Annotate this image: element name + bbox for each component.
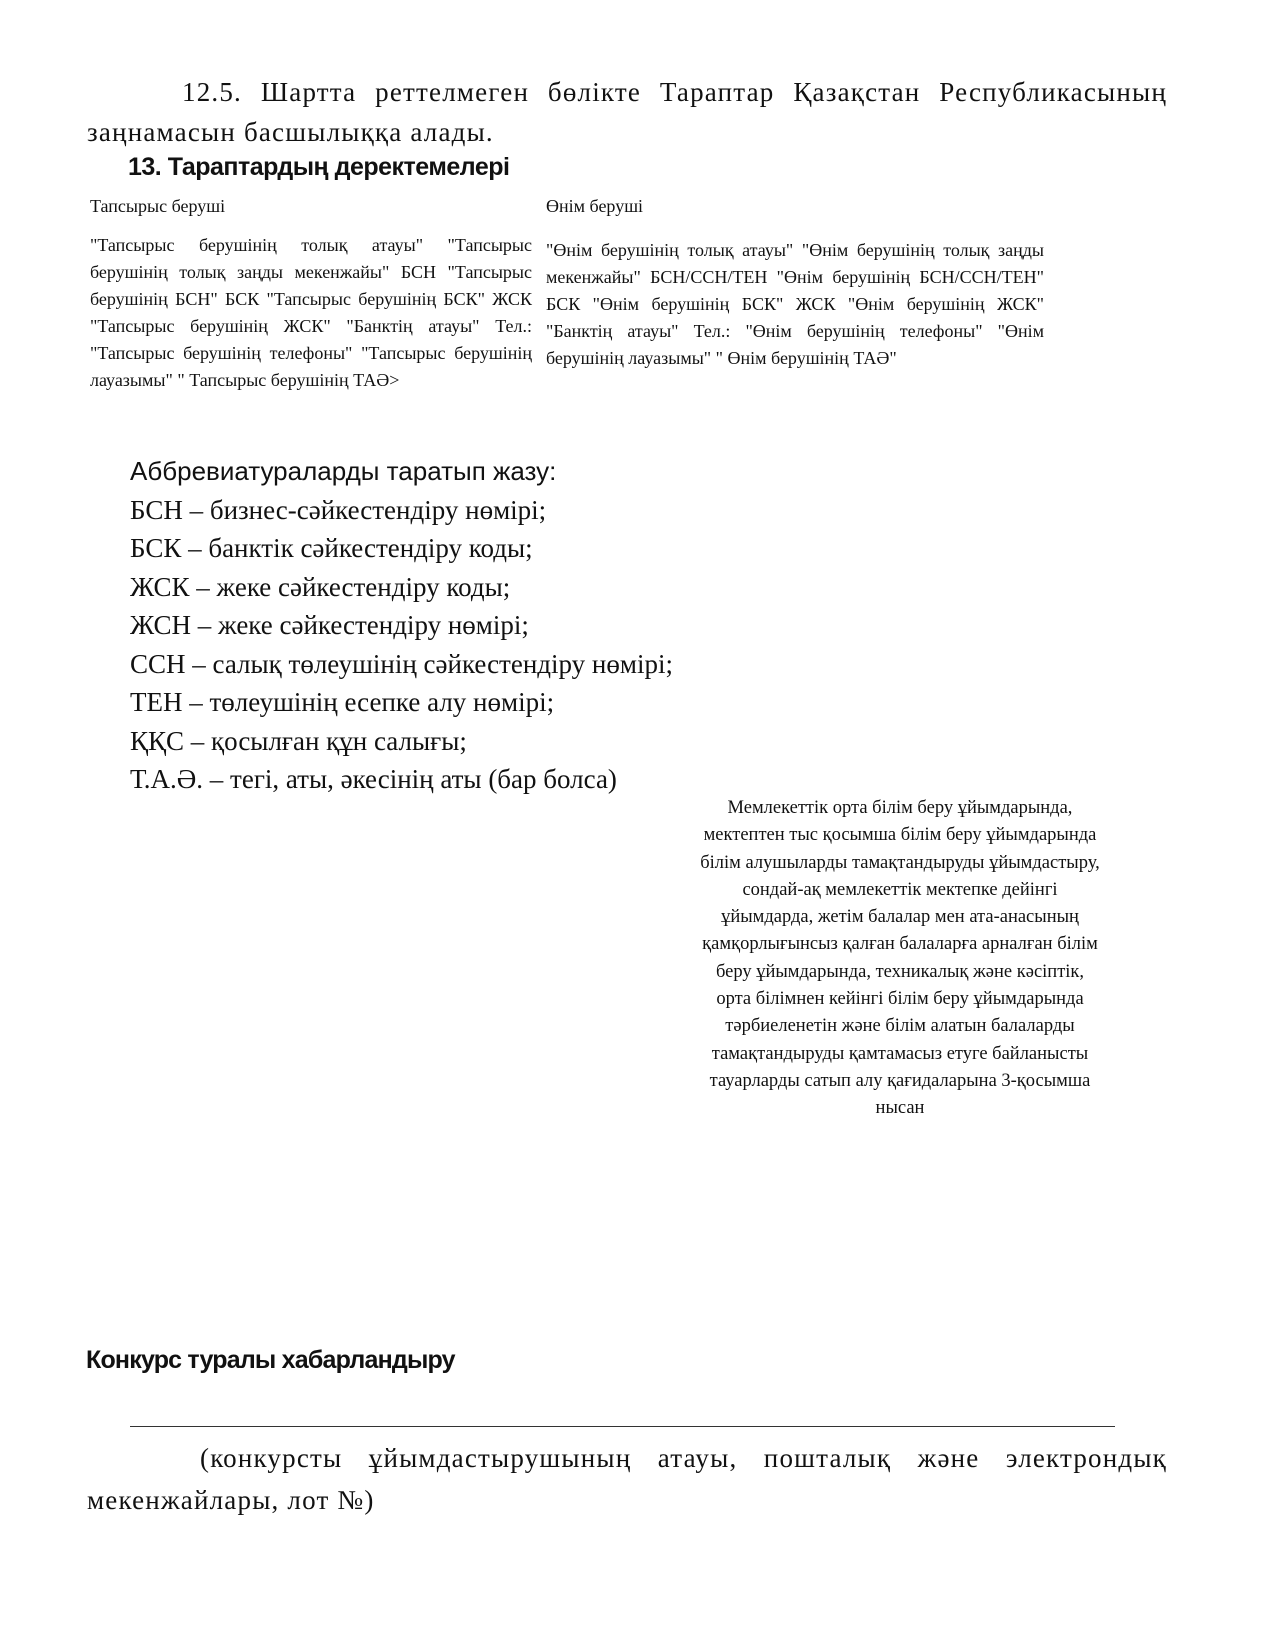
abbreviations-heading: Аббревиатураларды таратып жазу:	[130, 456, 557, 486]
clause-12-5-line1: 12.5. Шартта реттелмеген бөлікте Тараптар Қазақстан Республикасының	[182, 77, 1167, 107]
organizer-blank-line	[130, 1426, 1115, 1427]
abbreviation-item: Т.А.Ә. – тегі, аты, әкесінің аты (бар болса)	[130, 764, 617, 794]
contest-announcement-title: Конкурс туралы хабарландыру	[86, 1346, 455, 1374]
supplier-details-column	[546, 193, 1044, 372]
supplier-header: Өнім беруші	[546, 196, 644, 216]
abbreviation-item: БСН – бизнес-сәйкестендіру нөмірі;	[130, 494, 547, 525]
annex-note: Мемлекеттік орта білім беру ұйымдарында, мектептен тыс қосымша білім беру ұйымдарында білім алушыларды тамақтандыруды ұйымдастыру, сондай-ақ мемлекеттік мектепке дейінгі ұйымдарда, жетім балалар мен ата-анасының қамқорлығынсыз қалған балаларға арналған білім беру ұйымдарында, техникалық және кәсіптік, орта білімнен кейінгі білім беру ұйымдарында тәрбиеленетін және білім алатын балаларды тамақтандыруды қамтамасыз етуге байланысты тауарларды сатып алу қағидаларына 3-қосымша нысан	[700, 798, 1100, 1119]
customer-details-column	[90, 193, 532, 394]
abbreviation-item: ССН – салық төлеушінің сәйкестендіру нөмірі;	[130, 648, 673, 679]
abbreviation-item: БСК – банктік сәйкестендіру коды;	[130, 533, 533, 563]
section-13-title: 13. Тараптардың деректемелері	[128, 153, 510, 181]
clause-12-5	[87, 72, 1167, 152]
organizer-caption	[87, 1437, 1167, 1521]
customer-details: "Тапсырыс берушінің толық атауы" "Тапсырыс берушінің толық заңды мекенжайы" БСН "Тапсырыс берушінің БСН" БСК "Тапсырыс берушінің БСК" ЖСК "Тапсырыс берушінің ЖСК" "Банктің атауы" Тел.: "Тапсырыс берушінің телефоны" "Тапсырыс берушінің лауазымы" " Тапсырыс берушінің ТАӘ>	[90, 235, 532, 390]
abbreviation-item: ҚҚС – қосылған құн салығы;	[130, 725, 467, 756]
organizer-caption-line1: (конкурсты ұйымдастырушының атауы, пошталық және электрондық	[200, 1443, 1167, 1473]
abbreviation-item: ТЕН – төлеушінің есепке алу нөмірі;	[130, 687, 555, 717]
abbreviation-item: ЖСК – жеке сәйкестендіру коды;	[130, 571, 511, 602]
abbreviation-item: ЖСН – жеке сәйкестендіру нөмірі;	[130, 610, 529, 640]
organizer-caption-line2: мекенжайлары, лот №)	[87, 1485, 375, 1515]
supplier-details: "Өнім берушінің толық атауы" "Өнім берушінің толық заңды мекенжайы" БСН/ССН/ТЕН "Өнім берушінің БСН/ССН/ТЕН" БСК "Өнім берушінің БСК" ЖСК "Өнім берушінің ЖСК" "Банктің атауы" Тел.: "Өнім берушінің телефоны" "Өнім берушінің лауазымы" " Өнім берушінің ТАӘ"	[546, 240, 1044, 368]
clause-12-5-line2: заңнамасын басшылыққа алады.	[87, 117, 494, 147]
customer-header: Тапсырыс беруші	[90, 196, 226, 216]
abbreviations-list	[130, 452, 673, 799]
